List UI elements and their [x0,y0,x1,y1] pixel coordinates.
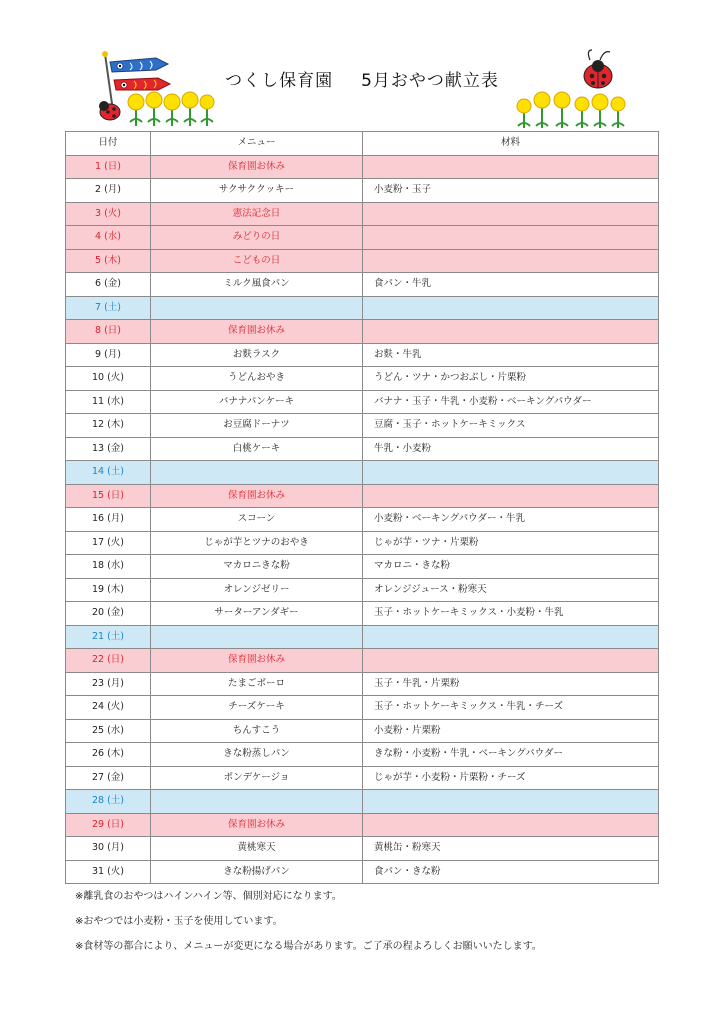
cell-materials [363,202,659,226]
cell-materials: じゃが芋・小麦粉・片栗粉・チーズ [363,766,659,790]
cell-menu: お麩ラスク [151,343,363,367]
table-row [66,461,659,485]
cell-materials [363,249,659,273]
cell-date: 14 (土) [66,461,151,485]
cell-materials [363,320,659,344]
cell-date: 29 (日) [66,813,151,837]
cell-date: 26 (木) [66,743,151,767]
cell-materials: じゃが芋・ツナ・片栗粉 [363,531,659,555]
cell-menu: サーターアンダギー [151,602,363,626]
table-row [66,179,659,203]
table-row [66,249,659,273]
cell-date: 7 (土) [66,296,151,320]
table-row [66,743,659,767]
cell-menu: 保育園お休み [151,484,363,508]
table-row [66,367,659,391]
cell-menu: じゃが芋とツナのおやき [151,531,363,555]
cell-materials [363,625,659,649]
cell-date: 24 (火) [66,696,151,720]
cell-materials: 小麦粉・ベーキングパウダー・牛乳 [363,508,659,532]
cell-materials [363,649,659,673]
cell-menu [151,461,363,485]
cell-date: 20 (金) [66,602,151,626]
cell-date: 11 (水) [66,390,151,414]
cell-date: 30 (月) [66,837,151,861]
cell-materials [363,790,659,814]
cell-materials [363,226,659,250]
header-materials: 材料 [363,132,659,156]
cell-materials: きな粉・小麦粉・牛乳・ベーキングパウダー [363,743,659,767]
note-1: ※離乳食のおやつはハインハイン等、個別対応になります。 [75,891,342,902]
table-row [66,202,659,226]
cell-materials: 玉子・ホットケーキミックス・牛乳・チーズ [363,696,659,720]
table-row [66,437,659,461]
table-row [66,343,659,367]
cell-materials: 食パン・牛乳 [363,273,659,297]
cell-date: 6 (金) [66,273,151,297]
cell-date: 21 (土) [66,625,151,649]
menu-title: 5月おやつ献立表 [361,71,499,91]
cell-materials: 小麦粉・片栗粉 [363,719,659,743]
cell-menu: マカロニきな粉 [151,555,363,579]
cell-materials [363,484,659,508]
cell-materials [363,813,659,837]
cell-date: 12 (木) [66,414,151,438]
cell-menu: オレンジゼリー [151,578,363,602]
snack-menu-table [65,131,659,884]
cell-menu: 黄桃寒天 [151,837,363,861]
cell-date: 16 (月) [66,508,151,532]
cell-materials: オレンジジュース・粉寒天 [363,578,659,602]
cell-date: 2 (月) [66,179,151,203]
cell-menu: みどりの日 [151,226,363,250]
cell-menu: きな粉揚げパン [151,860,363,884]
table-row [66,766,659,790]
cell-menu: 保育園お休み [151,813,363,837]
table-row [66,531,659,555]
table-row [66,555,659,579]
cell-menu: 保育園お休み [151,649,363,673]
table-body [66,155,659,884]
header-menu: メニュー [151,132,363,156]
cell-menu: 憲法記念日 [151,202,363,226]
cell-materials: 豆腐・玉子・ホットケーキミックス [363,414,659,438]
cell-date: 18 (水) [66,555,151,579]
cell-menu [151,625,363,649]
table-row [66,672,659,696]
cell-menu: こどもの日 [151,249,363,273]
cell-menu: うどんおやき [151,367,363,391]
table-row [66,719,659,743]
table-row [66,226,659,250]
table-row [66,860,659,884]
cell-materials [363,155,659,179]
table-row [66,813,659,837]
table-row [66,837,659,861]
cell-menu: チーズケーキ [151,696,363,720]
cell-menu: 保育園お休み [151,155,363,179]
cell-menu: スコーン [151,508,363,532]
table-row [66,390,659,414]
school-name: つくし保育園 [225,71,334,91]
cell-materials: 黄桃缶・粉寒天 [363,837,659,861]
cell-menu: たまごボーロ [151,672,363,696]
cell-menu: ポンデケージョ [151,766,363,790]
cell-date: 27 (金) [66,766,151,790]
table-row [66,790,659,814]
cell-date: 1 (日) [66,155,151,179]
cell-menu: きな粉蒸しパン [151,743,363,767]
cell-menu: 保育園お休み [151,320,363,344]
cell-date: 8 (日) [66,320,151,344]
cell-materials: 食パン・きな粉 [363,860,659,884]
note-3: ※食材等の都合により、メニューが変更になる場合があります。ご了承の程よろしくお願いいたします。 [75,941,542,952]
table-row [66,320,659,344]
cell-date: 9 (月) [66,343,151,367]
cell-materials [363,461,659,485]
cell-materials: 玉子・牛乳・片栗粉 [363,672,659,696]
cell-materials: 小麦粉・玉子 [363,179,659,203]
table-row [66,578,659,602]
cell-menu [151,790,363,814]
cell-date: 31 (火) [66,860,151,884]
cell-materials: うどん・ツナ・かつおぶし・片栗粉 [363,367,659,391]
cell-menu [151,296,363,320]
header-date: 日付 [66,132,151,156]
cell-date: 5 (木) [66,249,151,273]
cell-materials [363,296,659,320]
table-row [66,155,659,179]
table-row [66,484,659,508]
cell-materials: 玉子・ホットケーキミックス・小麦粉・牛乳 [363,602,659,626]
cell-date: 15 (日) [66,484,151,508]
table-row [66,508,659,532]
table-row [66,649,659,673]
table-header-row [66,132,659,156]
cell-menu: 白桃ケーキ [151,437,363,461]
cell-date: 4 (水) [66,226,151,250]
table-row [66,296,659,320]
cell-date: 10 (火) [66,367,151,391]
cell-materials: マカロニ・きな粉 [363,555,659,579]
cell-date: 23 (月) [66,672,151,696]
table-row [66,273,659,297]
table-row [66,602,659,626]
cell-menu: バナナパンケーキ [151,390,363,414]
cell-date: 17 (火) [66,531,151,555]
note-2: ※おやつでは小麦粉・玉子を使用しています。 [75,916,283,927]
cell-date: 25 (水) [66,719,151,743]
table-row [66,696,659,720]
cell-materials: バナナ・玉子・牛乳・小麦粉・ベーキングパウダー [363,390,659,414]
table-row [66,625,659,649]
cell-date: 13 (金) [66,437,151,461]
cell-menu: ミルク風食パン [151,273,363,297]
page-title [0,66,724,91]
cell-materials: お麩・牛乳 [363,343,659,367]
cell-menu: お豆腐ドーナツ [151,414,363,438]
cell-menu: ちんすこう [151,719,363,743]
notes [75,891,542,966]
cell-date: 22 (日) [66,649,151,673]
cell-date: 28 (土) [66,790,151,814]
cell-date: 3 (火) [66,202,151,226]
table-row [66,414,659,438]
cell-date: 19 (木) [66,578,151,602]
cell-materials: 牛乳・小麦粉 [363,437,659,461]
cell-menu: サクサククッキー [151,179,363,203]
